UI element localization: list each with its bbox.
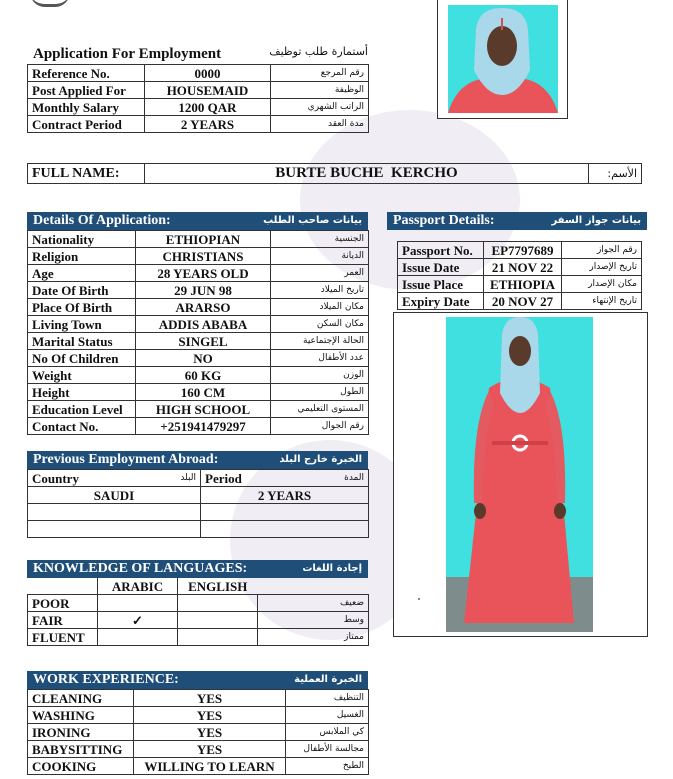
row-label: No Of Children (28, 350, 136, 367)
row-value: 20 NOV 27 (484, 293, 562, 310)
logo-fragment (30, 0, 70, 7)
row-value: 21 NOV 22 (484, 259, 562, 276)
language-level-label: FAIR (28, 612, 98, 629)
row-value: 2 YEARS (145, 116, 271, 133)
details-row (28, 367, 369, 384)
details-row (28, 265, 369, 282)
row-value: 28 YEARS OLD (136, 265, 271, 282)
work-header: WORK EXPERIENCE: الخبرة العملية (27, 671, 368, 689)
language-arabic-mark (98, 629, 178, 646)
previous-table (27, 469, 369, 538)
row-label-ar: مدة العقد (271, 116, 369, 133)
top-info-row (28, 99, 369, 116)
page-title-ar: أستمارة طلب توظيف (269, 45, 368, 58)
passport-header: Passport Details: بيانات جواز السفر (387, 212, 647, 230)
row-value: 160 CM (136, 384, 271, 401)
row-label: Contact No. (28, 418, 136, 435)
row-value: ARARSO (136, 299, 271, 316)
language-english-mark (178, 612, 258, 629)
fullname-label-ar: الأسم: (589, 164, 642, 184)
details-table (27, 230, 369, 435)
row-value: ETHIOPIA (484, 276, 562, 293)
language-english-mark (178, 595, 258, 612)
lang-col-english: ENGLISH (178, 578, 258, 595)
lang-corner-right (258, 578, 369, 595)
details-row (28, 316, 369, 333)
row-label-ar: الغسيل (286, 707, 369, 724)
row-label: Issue Date (398, 259, 484, 276)
previous-period (201, 521, 369, 538)
details-row (28, 299, 369, 316)
row-label-ar: تاريخ الإنتهاء (562, 293, 642, 310)
row-label-ar: الديانة (271, 248, 369, 265)
row-label-ar: مكان السكن (271, 316, 369, 333)
row-label: Expiry Date (398, 293, 484, 310)
row-label: Weight (28, 367, 136, 384)
row-label-ar: مكان الميلاد (271, 299, 369, 316)
page-title: Application For Employment (33, 46, 222, 62)
passport-row (398, 242, 642, 259)
row-value: YES (134, 741, 286, 758)
full-photo-frame (393, 312, 648, 637)
previous-row (28, 504, 369, 521)
row-label: Contract Period (28, 116, 145, 133)
language-level-label-ar: ضعيف (258, 595, 369, 612)
row-value: ADDIS ABABA (136, 316, 271, 333)
language-english-mark (178, 629, 258, 646)
details-row (28, 282, 369, 299)
row-value: ETHIOPIAN (136, 231, 271, 248)
passport-row (398, 293, 642, 310)
period-label-cell: Period المدة (201, 470, 369, 487)
details-row (28, 350, 369, 367)
row-label-ar: الوزن (271, 367, 369, 384)
top-info-row (28, 116, 369, 133)
fullname-table (27, 163, 642, 184)
language-level-label: FLUENT (28, 629, 98, 646)
row-label: Height (28, 384, 136, 401)
work-row (28, 690, 369, 707)
passport-table (397, 241, 642, 310)
details-row (28, 384, 369, 401)
row-value: 29 JUN 98 (136, 282, 271, 299)
languages-header: KNOWLEDGE OF LANGUAGES: إجادة اللغات (27, 560, 368, 578)
row-label-ar: المستوى التعليمي (271, 401, 369, 418)
details-header: Details Of Application: بيانات صاحب الطلب (27, 212, 368, 230)
language-level-label-ar: وسط (258, 612, 369, 629)
row-value: 0000 (145, 65, 271, 82)
language-level-label-ar: ممتاز (258, 629, 369, 646)
top-info-row (28, 65, 369, 82)
row-value: YES (134, 690, 286, 707)
row-label-ar: الطبخ (286, 758, 369, 775)
details-row (28, 231, 369, 248)
lang-col-arabic: ARABIC (98, 578, 178, 595)
row-value: 60 KG (136, 367, 271, 384)
row-value: NO (136, 350, 271, 367)
work-row (28, 707, 369, 724)
details-row (28, 418, 369, 435)
full-body-photo (394, 313, 647, 636)
row-value: 1200 QAR (145, 99, 271, 116)
row-label: Monthly Salary (28, 99, 145, 116)
previous-row (28, 521, 369, 538)
stray-dot (418, 598, 420, 600)
row-label-ar: رقم الجوال (271, 418, 369, 435)
row-value: YES (134, 724, 286, 741)
row-label-ar: العمر (271, 265, 369, 282)
row-label: WASHING (28, 707, 134, 724)
previous-country (28, 504, 201, 521)
previous-row (28, 487, 369, 504)
row-value: HOUSEMAID (145, 82, 271, 99)
row-label-ar: تاريخ الإصدار (562, 259, 642, 276)
row-label: Post Applied For (28, 82, 145, 99)
row-label: Education Level (28, 401, 136, 418)
row-value: HIGH SCHOOL (136, 401, 271, 418)
passport-row (398, 276, 642, 293)
row-label-ar: كي الملابس (286, 724, 369, 741)
row-label: Place Of Birth (28, 299, 136, 316)
work-row (28, 758, 369, 775)
language-arabic-mark (98, 595, 178, 612)
row-label: Marital Status (28, 333, 136, 350)
previous-period (201, 504, 369, 521)
fullname-label: FULL NAME: (28, 164, 145, 184)
row-label-ar: عدد الأطفال (271, 350, 369, 367)
row-label: IRONING (28, 724, 134, 741)
row-label-ar: الطول (271, 384, 369, 401)
previous-period: 2 YEARS (201, 487, 369, 504)
row-label-ar: الجنسية (271, 231, 369, 248)
fullname-value: BURTE BUCHE KERCHO (145, 164, 589, 184)
language-level-label: POOR (28, 595, 98, 612)
row-label-ar: الراتب الشهري (271, 99, 369, 116)
top-info-row (28, 82, 369, 99)
row-label-ar: التنظيف (286, 690, 369, 707)
language-row (28, 595, 369, 612)
row-label: Age (28, 265, 136, 282)
details-row (28, 333, 369, 350)
row-label: Reference No. (28, 65, 145, 82)
details-row (28, 248, 369, 265)
row-label: BABYSITTING (28, 741, 134, 758)
language-row (28, 612, 369, 629)
country-label-cell: Country البلد (28, 470, 201, 487)
row-label: Passport No. (398, 242, 484, 259)
language-arabic-mark: ✓ (98, 612, 178, 629)
details-row (28, 401, 369, 418)
row-value: +251941479297 (136, 418, 271, 435)
passport-row (398, 259, 642, 276)
previous-country (28, 521, 201, 538)
previous-country: SAUDI (28, 487, 201, 504)
lang-corner (28, 578, 98, 595)
languages-table (27, 578, 369, 646)
work-row (28, 741, 369, 758)
top-info-table (27, 64, 369, 133)
row-label: Nationality (28, 231, 136, 248)
row-label: COOKING (28, 758, 134, 775)
row-value: YES (134, 707, 286, 724)
work-row (28, 724, 369, 741)
previous-header: Previous Employment Abroad: الخبرة خارج البلد (27, 451, 368, 469)
row-value: WILLING TO LEARN (134, 758, 286, 775)
row-label-ar: الوظيفة (271, 82, 369, 99)
row-label: Date Of Birth (28, 282, 136, 299)
row-label-ar: مكان الإصدار (562, 276, 642, 293)
row-label-ar: تاريخ الميلاد (271, 282, 369, 299)
row-label: Living Town (28, 316, 136, 333)
row-label-ar: رقم الجواز (562, 242, 642, 259)
row-value: EP7797689 (484, 242, 562, 259)
row-value: SINGEL (136, 333, 271, 350)
language-row (28, 629, 369, 646)
row-label: Religion (28, 248, 136, 265)
row-label-ar: مجالسة الأطفال (286, 741, 369, 758)
row-value: CHRISTIANS (136, 248, 271, 265)
headshot-photo-frame (437, 0, 568, 119)
work-table (27, 689, 369, 775)
row-label-ar: رقم المرجع (271, 65, 369, 82)
row-label: CLEANING (28, 690, 134, 707)
row-label: Issue Place (398, 276, 484, 293)
row-label-ar: الحالة الإجتماعية (271, 333, 369, 350)
headshot-photo (438, 0, 567, 118)
